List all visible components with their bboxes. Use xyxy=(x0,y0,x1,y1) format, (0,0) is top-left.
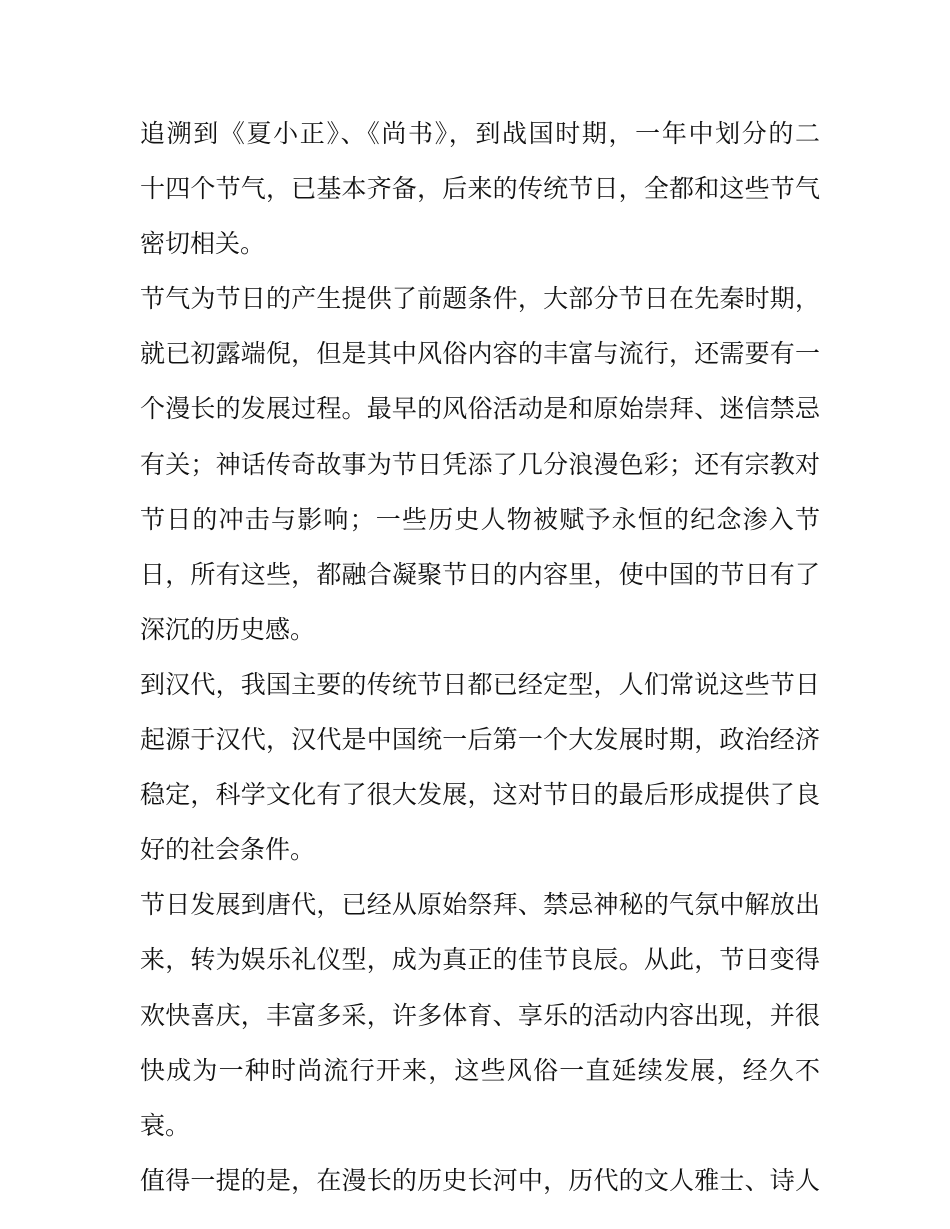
text-line: 欢快喜庆，丰富多采，许多体育、享乐的活动内容出现，并很 xyxy=(140,1000,820,1030)
text-line: 节日发展到唐代，已经从原始祭拜、禁忌神秘的气氛中解放出 xyxy=(140,890,820,920)
text-line: 就已初露端倪，但是其中风俗内容的丰富与流行，还需要有一 xyxy=(140,339,820,369)
text-line: 追溯到《夏小正》、《尚书》，到战国时期，一年中划分的二 xyxy=(140,119,820,148)
text-line: 节日的冲击与影响；一些历史人物被赋予永恒的纪念渗入节 xyxy=(140,504,820,534)
text-line: 好的社会条件。 xyxy=(140,835,316,865)
text-line: 有关；神话传奇故事为节日凭添了几分浪漫色彩；还有宗教对 xyxy=(140,449,820,479)
text-line: 日，所有这些，都融合凝聚节日的内容里，使中国的节日有了 xyxy=(140,559,820,589)
paragraph xyxy=(140,271,820,657)
text-line: 快成为一种时尚流行开来，这些风俗一直延续发展，经久不 xyxy=(140,1055,820,1085)
paragraph xyxy=(140,106,820,271)
text-line: 来，转为娱乐礼仪型，成为真正的佳节良辰。从此，节日变得 xyxy=(140,945,820,975)
text-line: 密切相关。 xyxy=(140,229,266,259)
text-line: 稳定，科学文化有了很大发展，这对节日的最后形成提供了良 xyxy=(140,780,820,810)
paragraph xyxy=(140,1153,820,1208)
paragraph xyxy=(140,657,820,877)
paragraph xyxy=(140,877,820,1152)
text-line: 节气为节日的产生提供了前题条件，大部分节日在先秦时期， xyxy=(140,284,820,314)
body-text xyxy=(140,106,820,1208)
text-line: 个漫长的发展过程。最早的风俗活动是和原始崇拜、迷信禁忌 xyxy=(140,394,820,424)
text-line: 深沉的历史感。 xyxy=(140,614,316,644)
text-line: 衰。 xyxy=(140,1110,191,1140)
text-line: 到汉代，我国主要的传统节日都已经定型，人们常说这些节日 xyxy=(140,669,820,699)
text-line: 值得一提的是，在漫长的历史长河中，历代的文人雅士、诗人 xyxy=(140,1165,820,1195)
text-line: 十四个节气，已基本齐备，后来的传统节日，全都和这些节气 xyxy=(140,174,820,204)
text-line: 起源于汉代，汉代是中国统一后第一个大发展时期，政治经济 xyxy=(140,725,820,755)
